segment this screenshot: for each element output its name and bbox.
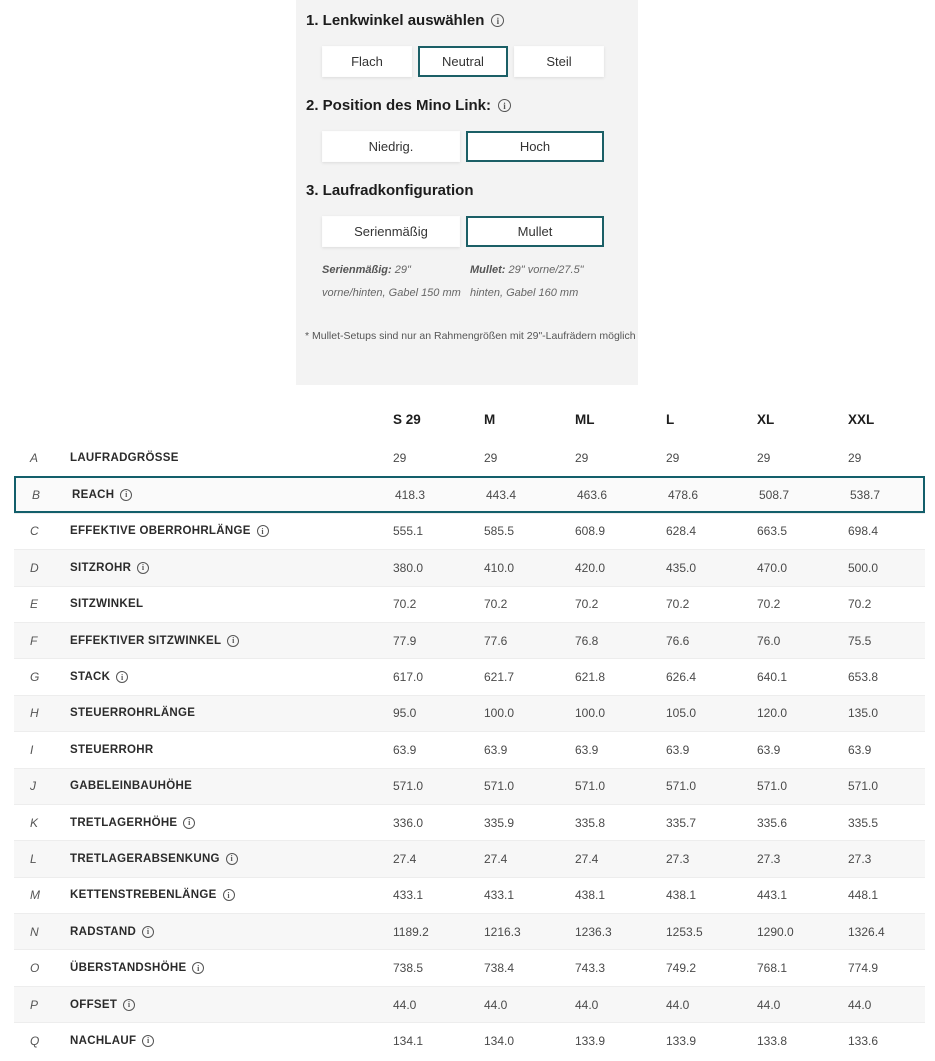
table-row-c[interactable] [14, 513, 925, 549]
geometry-value: 335.7 [666, 815, 697, 830]
geometry-value: 120.0 [757, 706, 788, 721]
geometry-value: 29 [848, 451, 862, 466]
geometry-value: 628.4 [666, 524, 697, 539]
geometry-value: 571.0 [757, 779, 788, 794]
geometry-value: 44.0 [484, 997, 508, 1012]
geometry-value: 133.9 [575, 1033, 606, 1048]
geometry-value: 44.0 [757, 997, 781, 1012]
row-label: RADSTAND i [70, 926, 393, 938]
geometry-value: 420.0 [575, 560, 606, 575]
geometry-value: 335.8 [575, 815, 606, 830]
section-laufrad [296, 182, 638, 304]
geometry-value: 70.2 [393, 597, 417, 612]
table-row-a[interactable] [14, 440, 925, 476]
geometry-table-body [14, 440, 925, 1059]
info-icon[interactable]: i [192, 962, 204, 974]
row-letter: H [30, 706, 39, 721]
geometry-value: 571.0 [393, 779, 424, 794]
geometry-value: 621.8 [575, 670, 606, 685]
table-row-m[interactable] [14, 877, 925, 913]
row-label: STEUERROHR [70, 743, 154, 756]
geometry-value: 749.2 [666, 961, 697, 976]
geometry-value: 77.6 [484, 633, 508, 648]
section-mino-link [296, 97, 638, 162]
geometry-value: 617.0 [393, 670, 424, 685]
geometry-value: 133.6 [848, 1033, 879, 1048]
table-row-o[interactable] [14, 949, 925, 985]
geometry-value: 410.0 [484, 560, 515, 575]
geometry-value: 663.5 [757, 524, 788, 539]
geometry-value: 335.6 [757, 815, 788, 830]
geometry-value: 63.9 [848, 742, 872, 757]
row-letter: C [30, 524, 39, 539]
geometry-value: 555.1 [393, 524, 424, 539]
geometry-value: 571.0 [575, 779, 606, 794]
row-letter: F [30, 633, 38, 648]
mullet-footnote: * Mullet-Setups sind nur an Rahmengrößen mit 29"-Laufrädern möglich [305, 330, 636, 343]
mino-link-options [322, 131, 638, 162]
row-label: TRETLAGERABSENKUNG i [70, 853, 393, 865]
row-label: REACH i [72, 489, 395, 501]
size-header-row [14, 398, 925, 440]
geometry-value: 571.0 [666, 779, 697, 794]
size-column-header: S 29 [393, 411, 421, 427]
section-laufrad-title [306, 182, 638, 199]
geometry-value: 774.9 [848, 961, 879, 976]
option-steil[interactable]: Steil [514, 46, 604, 77]
geometry-value: 100.0 [484, 706, 515, 721]
info-icon[interactable]: i [227, 635, 239, 647]
geometry-value: 44.0 [393, 997, 417, 1012]
geometry-value: 29 [575, 451, 589, 466]
geometry-value: 70.2 [757, 597, 781, 612]
laufrad-options [322, 216, 638, 247]
section-lenkwinkel-title [306, 12, 638, 29]
geometry-value: 653.8 [848, 670, 879, 685]
table-row-k[interactable] [14, 804, 925, 840]
row-letter: L [30, 851, 37, 866]
section-lenkwinkel [296, 12, 638, 77]
geometry-value: 1253.5 [666, 924, 703, 939]
geometry-value: 27.3 [757, 851, 781, 866]
mullet-description-text: 29" vorne/27.5" hinten, Gabel 160 mm [470, 264, 584, 299]
geometry-value: 443.4 [486, 487, 517, 502]
geometry-value: 380.0 [393, 560, 424, 575]
geometry-config-panel [296, 0, 638, 385]
row-label: TRETLAGERHÖHE i [70, 817, 393, 829]
info-icon[interactable]: i [491, 14, 504, 27]
row-label: OFFSET i [70, 999, 393, 1011]
geometry-value: 70.2 [848, 597, 872, 612]
table-row-h[interactable] [14, 695, 925, 731]
geometry-value: 698.4 [848, 524, 879, 539]
row-label: GABELEINBAUHÖHE [70, 780, 193, 793]
info-icon[interactable]: i [498, 99, 511, 112]
geometry-value: 621.7 [484, 670, 515, 685]
info-icon[interactable]: i [137, 562, 149, 574]
info-icon[interactable]: i [142, 926, 154, 938]
size-column-header: XXL [848, 411, 875, 427]
geometry-value: 63.9 [393, 742, 417, 757]
geometry-value: 27.3 [666, 851, 690, 866]
geometry-value: 585.5 [484, 524, 515, 539]
option-mullet[interactable]: Mullet [466, 216, 604, 247]
table-row-j[interactable] [14, 768, 925, 804]
geometry-value: 95.0 [393, 706, 417, 721]
geometry-value: 743.3 [575, 961, 606, 976]
geometry-value: 63.9 [666, 742, 690, 757]
geometry-value: 63.9 [757, 742, 781, 757]
section-mino-link-title-text: 2. Position des Mino Link: [306, 97, 492, 114]
row-letter: A [30, 451, 39, 466]
row-label: STACK i [70, 671, 393, 683]
geometry-value: 44.0 [848, 997, 872, 1012]
geometry-value: 571.0 [848, 779, 879, 794]
table-row-q[interactable] [14, 1022, 925, 1058]
geometry-value: 27.4 [484, 851, 508, 866]
geometry-value: 27.4 [393, 851, 417, 866]
geometry-value: 1290.0 [757, 924, 794, 939]
geometry-value: 443.1 [757, 888, 788, 903]
geometry-value: 438.1 [666, 888, 697, 903]
option-hoch[interactable]: Hoch [466, 131, 604, 162]
row-label: EFFEKTIVER SITZWINKEL i [70, 635, 393, 647]
row-letter: G [30, 670, 40, 685]
geometry-value: 29 [666, 451, 680, 466]
geometry-value: 77.9 [393, 633, 417, 648]
geometry-value: 105.0 [666, 706, 697, 721]
geometry-value: 70.2 [575, 597, 599, 612]
geometry-value: 63.9 [575, 742, 599, 757]
info-icon[interactable]: i [257, 525, 269, 537]
table-row-n[interactable] [14, 913, 925, 949]
section-laufrad-title-text: 3. Laufradkonfiguration [306, 182, 474, 199]
geometry-value: 29 [393, 451, 407, 466]
section-mino-link-title [306, 97, 638, 114]
geometry-value: 626.4 [666, 670, 697, 685]
row-letter: J [30, 779, 36, 794]
geometry-value: 1326.4 [848, 924, 885, 939]
geometry-value: 448.1 [848, 888, 879, 903]
serienmaessig-description [322, 259, 462, 304]
option-flach[interactable]: Flach [322, 46, 412, 77]
row-letter: M [30, 888, 40, 903]
table-row-p[interactable] [14, 986, 925, 1022]
geometry-value: 76.0 [757, 633, 781, 648]
geometry-value: 29 [484, 451, 498, 466]
geometry-value: 70.2 [484, 597, 508, 612]
table-row-b[interactable] [14, 476, 925, 512]
info-icon[interactable]: i [120, 489, 132, 501]
wheel-config-descriptions [322, 259, 638, 304]
row-letter: I [30, 742, 34, 757]
row-label: KETTENSTREBENLÄNGE i [70, 889, 393, 901]
geometry-value: 608.9 [575, 524, 606, 539]
info-icon[interactable]: i [123, 999, 135, 1011]
size-column-header: XL [757, 411, 775, 427]
geometry-value: 134.1 [393, 1033, 424, 1048]
row-letter: B [32, 487, 41, 502]
serienmaessig-description-text: 29" vorne/hinten, Gabel 150 mm [322, 264, 461, 299]
serienmaessig-description-lead: Serienmäßig: [322, 264, 392, 276]
geometry-value: 463.6 [577, 487, 608, 502]
geometry-value: 133.8 [757, 1033, 788, 1048]
row-label: SITZWINKEL [70, 598, 144, 611]
geometry-value: 438.1 [575, 888, 606, 903]
geometry-value: 1189.2 [393, 924, 429, 939]
info-icon[interactable]: i [223, 889, 235, 901]
table-row-i[interactable] [14, 731, 925, 767]
option-serienmig[interactable]: Serienmäßig [322, 216, 460, 247]
geometry-value: 418.3 [395, 487, 426, 502]
table-row-g[interactable] [14, 658, 925, 694]
mullet-description-lead: Mullet: [470, 264, 506, 276]
geometry-value: 70.2 [666, 597, 690, 612]
row-letter: N [30, 924, 39, 939]
table-row-d[interactable] [14, 549, 925, 585]
geometry-value: 433.1 [393, 888, 424, 903]
row-label: ÜBERSTANDSHÖHE i [70, 962, 393, 974]
geometry-value: 44.0 [575, 997, 599, 1012]
geometry-value: 738.4 [484, 961, 515, 976]
geometry-value: 335.5 [848, 815, 879, 830]
geometry-value: 29 [757, 451, 771, 466]
geometry-value: 336.0 [393, 815, 424, 830]
table-row-l[interactable] [14, 840, 925, 876]
geometry-value: 738.5 [393, 961, 424, 976]
geometry-value: 76.6 [666, 633, 690, 648]
geometry-value: 571.0 [484, 779, 515, 794]
info-icon[interactable]: i [116, 671, 128, 683]
row-letter: O [30, 961, 40, 976]
row-label: LAUFRADGRÖSSE [70, 452, 179, 465]
row-label: EFFEKTIVE OBERROHRLÄNGE i [70, 525, 393, 537]
geometry-value: 44.0 [666, 997, 690, 1012]
row-label: STEUERROHRLÄNGE [70, 707, 196, 720]
size-column-header: L [666, 411, 675, 427]
geometry-value: 1216.3 [484, 924, 521, 939]
geometry-value: 135.0 [848, 706, 879, 721]
table-row-e[interactable] [14, 586, 925, 622]
geometry-value: 27.4 [575, 851, 599, 866]
row-label: NACHLAUF i [70, 1035, 393, 1047]
section-lenkwinkel-title-text: 1. Lenkwinkel auswählen [306, 12, 485, 29]
geometry-value: 470.0 [757, 560, 788, 575]
size-column-header: M [484, 411, 496, 427]
row-letter: D [30, 560, 39, 575]
info-icon[interactable]: i [142, 1035, 154, 1047]
geometry-value: 63.9 [484, 742, 508, 757]
option-niedrig[interactable]: Niedrig. [322, 131, 460, 162]
geometry-value: 640.1 [757, 670, 788, 685]
geometry-table [0, 398, 935, 1059]
geometry-value: 75.5 [848, 633, 872, 648]
geometry-value: 76.8 [575, 633, 599, 648]
geometry-value: 538.7 [850, 487, 881, 502]
geometry-value: 335.9 [484, 815, 515, 830]
table-row-f[interactable] [14, 622, 925, 658]
geometry-value: 134.0 [484, 1033, 515, 1048]
geometry-value: 500.0 [848, 560, 879, 575]
info-icon[interactable]: i [226, 853, 238, 865]
geometry-value: 100.0 [575, 706, 606, 721]
geometry-value: 27.3 [848, 851, 872, 866]
row-letter: E [30, 597, 39, 612]
row-label: SITZROHR i [70, 562, 393, 574]
lenkwinkel-options [322, 46, 638, 77]
geometry-value: 435.0 [666, 560, 697, 575]
geometry-value: 508.7 [759, 487, 790, 502]
geometry-value: 433.1 [484, 888, 515, 903]
option-neutral[interactable]: Neutral [418, 46, 508, 77]
row-letter: K [30, 815, 39, 830]
size-column-header: ML [575, 411, 595, 427]
row-letter: Q [30, 1033, 40, 1048]
row-letter: P [30, 997, 39, 1012]
info-icon[interactable]: i [183, 817, 195, 829]
geometry-value: 768.1 [757, 961, 788, 976]
geometry-value: 478.6 [668, 487, 699, 502]
mullet-description [470, 259, 610, 304]
geometry-value: 133.9 [666, 1033, 697, 1048]
geometry-value: 1236.3 [575, 924, 612, 939]
